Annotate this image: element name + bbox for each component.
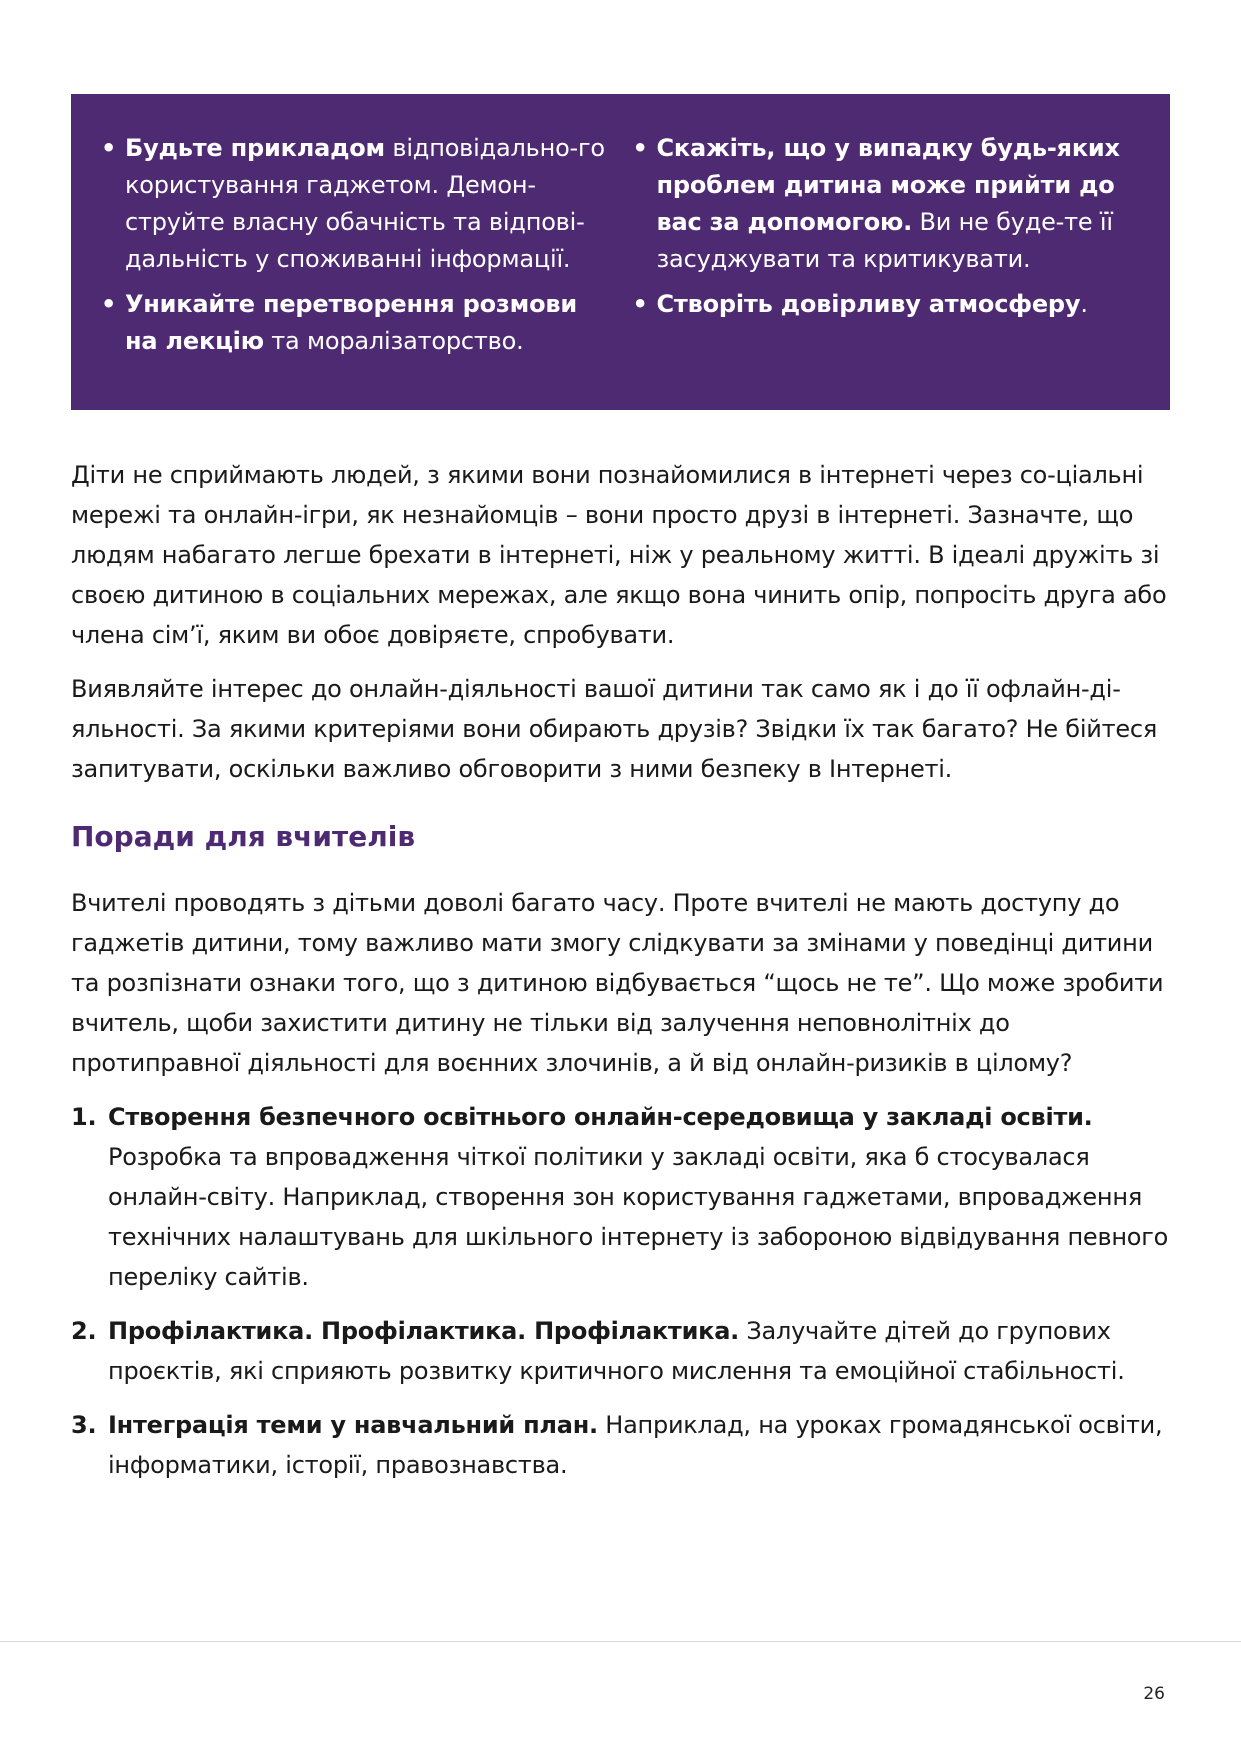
tip-item: 3. Інтеграція теми у навчальний план. Наприклад, на уроках громадянської освіти, інформатики, історії, правознавства.	[71, 1411, 1163, 1479]
callout-bullet: • Уникайте перетворення розмови на лекцію та моралізаторство.	[101, 286, 609, 360]
teachers-intro: Вчителі проводять з дітьми доволі багато часу. Проте вчителі не мають доступу до гаджетів дитини, тому важливо мати змогу слідкувати за змінами у поведінці дитини та розпізнати ознаки того, що з дитиною відбувається “щось не те”. Що може зробити вчитель, щоби захистити дитину не тільки від залучення неповнолітніх до протиправної діяльності для воєнних злочинів, а й від онлайн-ризиків в цілому?	[71, 889, 1164, 1077]
callout-bullet: • Скажіть, що у випадку будь-яких проблем дитина може прийти до вас за допомогою. Ви не буде-те її засуджувати та критикувати.	[633, 130, 1141, 278]
teacher-tips-list	[71, 1097, 1181, 1485]
callout-right-column	[621, 130, 1141, 410]
callout-bullet: • Будьте прикладом відповідально-го користування гаджетом. Демон-струйте власну обачність та відпові-дальність у споживанні інформації.	[101, 130, 609, 278]
footer-divider	[0, 1641, 1241, 1642]
tips-callout-box	[71, 94, 1170, 410]
tip-item: 2. Профілактика. Профілактика. Профілактика. Залучайте дітей до групових проєктів, які сприяють розвитку критичного мислення та емоційної стабільності.	[71, 1317, 1125, 1385]
page-number: 26	[1143, 1684, 1165, 1704]
body-paragraph: Діти не сприймають людей, з якими вони познайомилися в інтернеті через со-ціальні мережі та онлайн-ігри, як незнайомців – вони просто друзі в інтернеті. Зазначте, що людям набагато легше брехати в інтернеті, ніж у реальному житті. В ідеалі дружіть зі своєю дитиною в соціальних мережах, але якщо вона чинить опір, попросіть друга або члена сім’ї, яким ви обоє довіряєте, спробувати.	[71, 461, 1167, 649]
section-title: Поради для вчителів	[71, 820, 416, 853]
callout-bullet: • Створіть довірливу атмосферу.	[633, 286, 1141, 323]
tip-item: 1. Створення безпечного освітнього онлайн-середовища у закладі освіти. Розробка та впровадження чіткої політики у закладі освіти, яка б стосувалася онлайн-світу. Наприклад, створення зон користування гаджетами, впровадження технічних налаштувань для шкільного інтернету із забороною відвідування певного переліку сайтів.	[71, 1103, 1169, 1291]
body-paragraph: Виявляйте інтерес до онлайн-діяльності вашої дитини так само як і до її офлайн-ді-яльності. За якими критеріями вони обирають друзів? Звідки їх так багато? Не бійтеся запитувати, оскільки важливо обговорити з ними безпеку в Інтернеті.	[71, 675, 1157, 783]
main-content	[71, 455, 1181, 1499]
callout-left-column	[101, 130, 621, 410]
